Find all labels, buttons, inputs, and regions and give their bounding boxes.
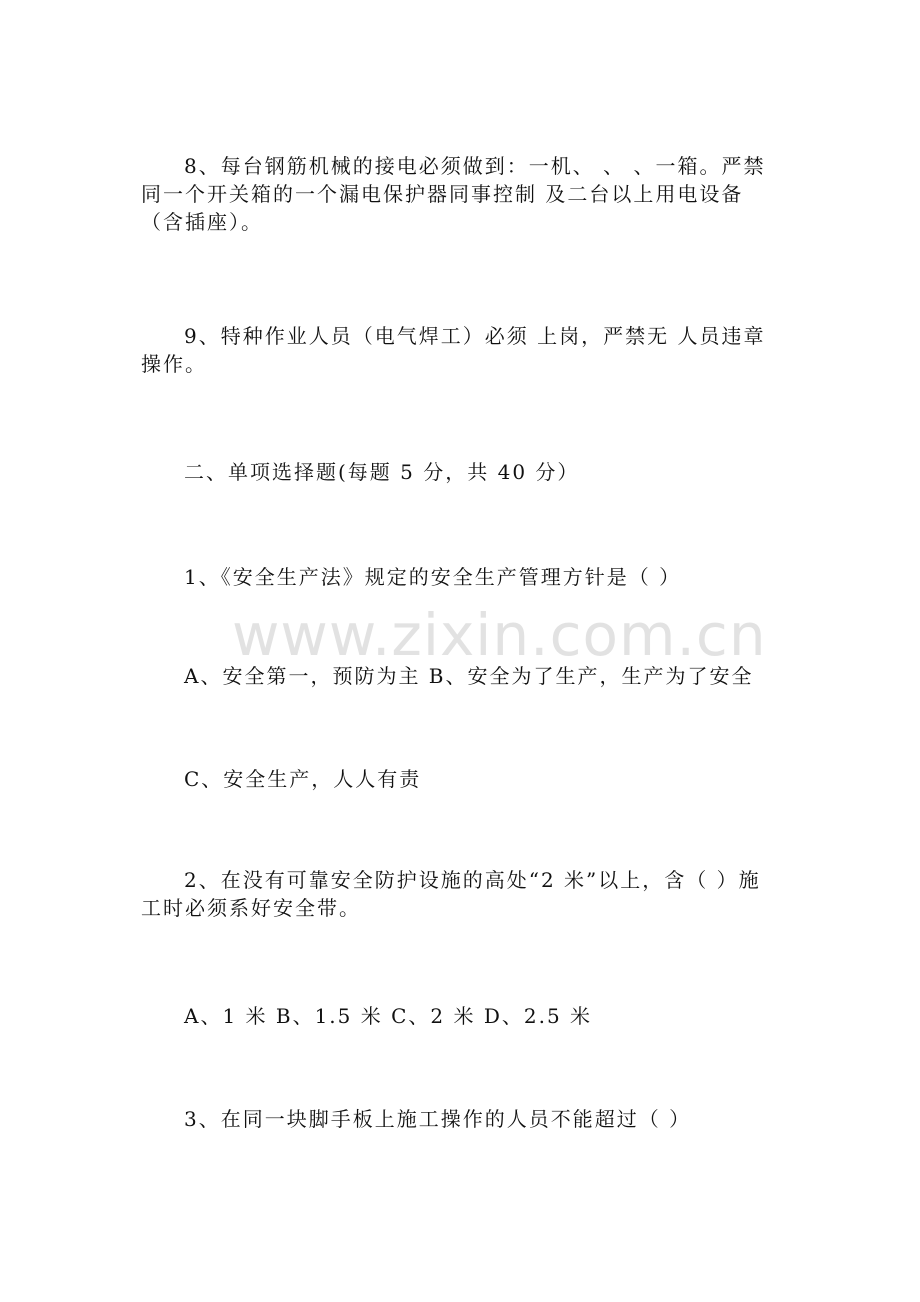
mc-question-1-options-ab: A、安全第一，预防为主 B、安全为了生产，生产为了安全 bbox=[184, 664, 754, 688]
mc-question-3: 3、在同一块脚手板上施工操作的人员不能超过（ ） bbox=[184, 1107, 692, 1131]
section-heading-single-choice: 二、单项选择题(每题 5 分，共 40 分） bbox=[184, 460, 580, 484]
mc-question-1-option-c: C、安全生产，人人有责 bbox=[184, 767, 422, 791]
mc-question-2-options: A、1 米 B、1.5 米 C、2 米 D、2.5 米 bbox=[184, 1004, 593, 1028]
question-8: 8、每台钢筋机械的接电必须做到：一机、 、 、一箱。严禁同一个开关箱的一个漏电保护器同事控制 及二台以上用电设备（含插座）。 bbox=[141, 154, 766, 234]
question-9: 9、特种作业人员（电气焊工）必须 上岗，严禁无 人员违章操作。 bbox=[141, 324, 766, 376]
mc-question-1: 1、《安全生产法》规定的安全生产管理方针是（ ） bbox=[184, 565, 682, 589]
mc-question-2: 2、在没有可靠安全防护设施的高处“2 米”以上，含（ ）施工时必须系好安全带。 bbox=[141, 868, 761, 920]
watermark-text: www.zixin.com.cn bbox=[232, 601, 767, 669]
